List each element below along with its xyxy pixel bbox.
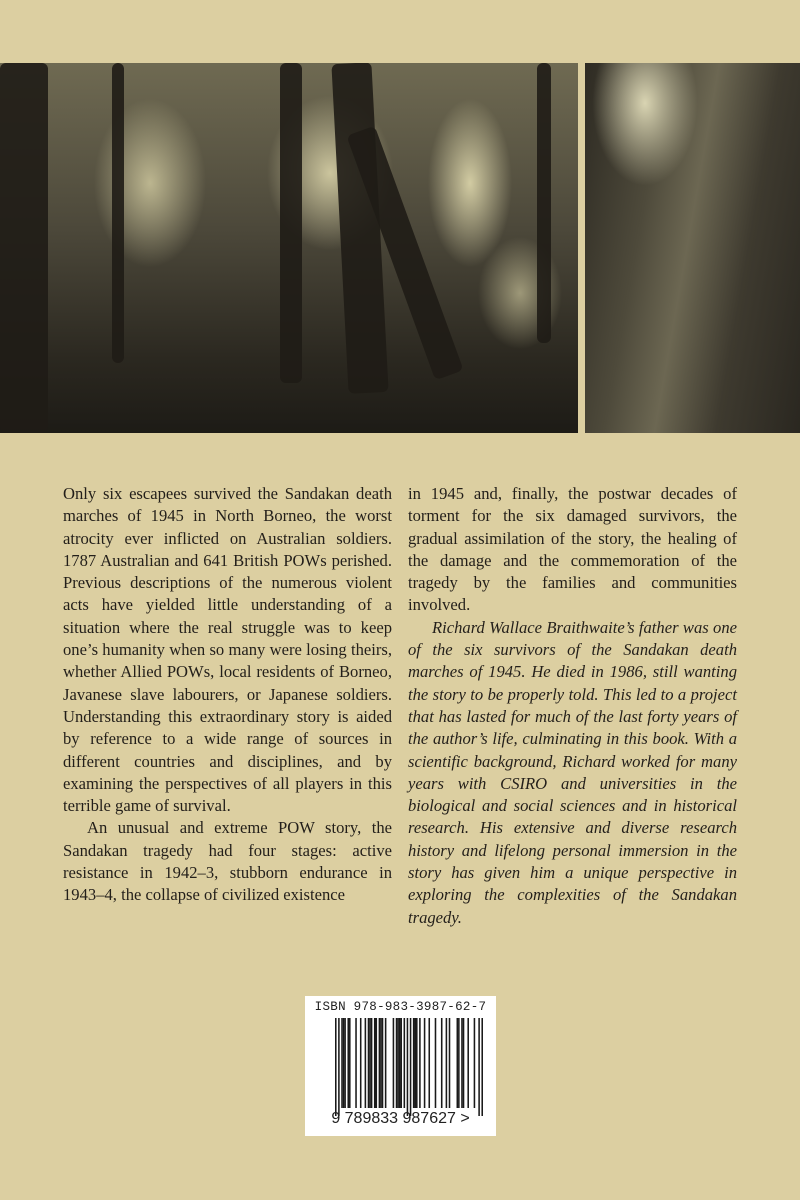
blurb-paragraph: Only six escapees survived the Sandakan death marches of 1945 in North Borneo, the worst atrocity ever inflicted on Australian soldiers. 1787 Australian and 641 British POWs perished. Previous descriptions of the numerous violent acts have yielded little understanding of a situation where the real struggle was to keep one’s humanity when so many were losing theirs, whether Allied POWs, local residents of Borneo, Javanese slave labourers, or Japanese soldiers. Understanding this extraordinary story is aided by reference to a wide range of sources in different countries and disciplines, and by examining the perspectives of all players in this terrible game of survival. (63, 484, 392, 816)
barcode-bar (449, 1018, 451, 1108)
barcode-bar (461, 1018, 463, 1108)
barcode-bar (428, 1018, 430, 1108)
jungle-forest-photo (0, 63, 578, 433)
barcode-bar (349, 1018, 351, 1108)
barcode-bar (416, 1018, 418, 1108)
barcode-bar (397, 1018, 399, 1108)
blurb-paragraph: in 1945 and, finally, the postwar decades of torment for the six damaged survivors, the gradual assimilation of the story, the healing of the damage and the commemoration of the tragedy by the families and communities involved. (408, 484, 737, 615)
tree-trunk (0, 63, 48, 433)
barcode-bar (435, 1018, 437, 1108)
blurb-left-column (63, 483, 392, 907)
barcode-bar (424, 1018, 426, 1108)
barcode-bar (355, 1018, 357, 1108)
barcode-bar (410, 1018, 412, 1116)
barcode-bar (413, 1018, 415, 1108)
blurb-right-column (408, 483, 737, 929)
barcode-bar (407, 1018, 409, 1116)
barcode-bar (441, 1018, 443, 1108)
barcode-bar (341, 1018, 343, 1108)
barcode-bar (376, 1018, 378, 1108)
blurb-paragraph: An unusual and extreme POW story, the Sandakan tragedy had four stages: active resistance in 1942–3, stubborn endurance in 1943–4, the collapse of civilized existence (63, 818, 392, 905)
barcode-bar (347, 1018, 349, 1108)
barcode-bar (474, 1018, 476, 1108)
barcode-bar (344, 1018, 346, 1108)
barcode-bar (404, 1018, 406, 1108)
tree-trunk (280, 63, 302, 383)
barcode-bar (385, 1018, 387, 1108)
barcode-bars (335, 1018, 483, 1116)
barcode-bar (419, 1018, 421, 1108)
barcode-bar (458, 1018, 460, 1108)
barcode-bar (365, 1018, 367, 1108)
barcode-bar (414, 1018, 416, 1108)
barcode-bar (396, 1018, 398, 1108)
barcode-bar (371, 1018, 373, 1108)
barcode-bar (374, 1018, 376, 1108)
isbn-label: ISBN 978-983-3987-62-7 (314, 1000, 487, 1014)
tree-trunk (112, 63, 124, 363)
isbn-barcode (305, 996, 496, 1136)
barcode-bar (379, 1018, 381, 1108)
author-bio: Richard Wallace Braithwaite’s father was one of the six survivors of the Sandakan death marches of 1945. He died in 1986, still wanting the story to be properly told. This led to a project that has lasted for much of the last forty years of the author’s life, culminating in this book. With a scientific background, Richard worked for many years with CSIRO and universities in the biological and social sciences and in historical research. His extensive and diverse research history and lifelong personal immersion in the story has given him a unique perspective in exploring the complexities of the Sandakan tragedy. (408, 617, 737, 927)
barcode-bar (463, 1018, 465, 1108)
barcode-bar (338, 1018, 340, 1116)
barcode-bar (481, 1018, 483, 1116)
barcode-bar (369, 1018, 371, 1108)
tree-trunk (537, 63, 551, 343)
barcode-bar (399, 1018, 401, 1108)
barcode-bar (343, 1018, 345, 1108)
barcode-bar (360, 1018, 362, 1108)
jungle-track-photo (585, 63, 800, 433)
barcode-bar (380, 1018, 382, 1108)
barcode-bar (393, 1018, 395, 1108)
isbn-digits: 9 789833 987627 > (331, 1110, 470, 1127)
barcode-bar (382, 1018, 384, 1108)
barcode-bar (457, 1018, 459, 1108)
barcode-bar (467, 1018, 469, 1108)
barcode-bar (478, 1018, 480, 1116)
barcode-bar (400, 1018, 402, 1108)
barcode-bar (368, 1018, 370, 1108)
barcode-bar (335, 1018, 337, 1116)
barcode-bar (446, 1018, 448, 1108)
